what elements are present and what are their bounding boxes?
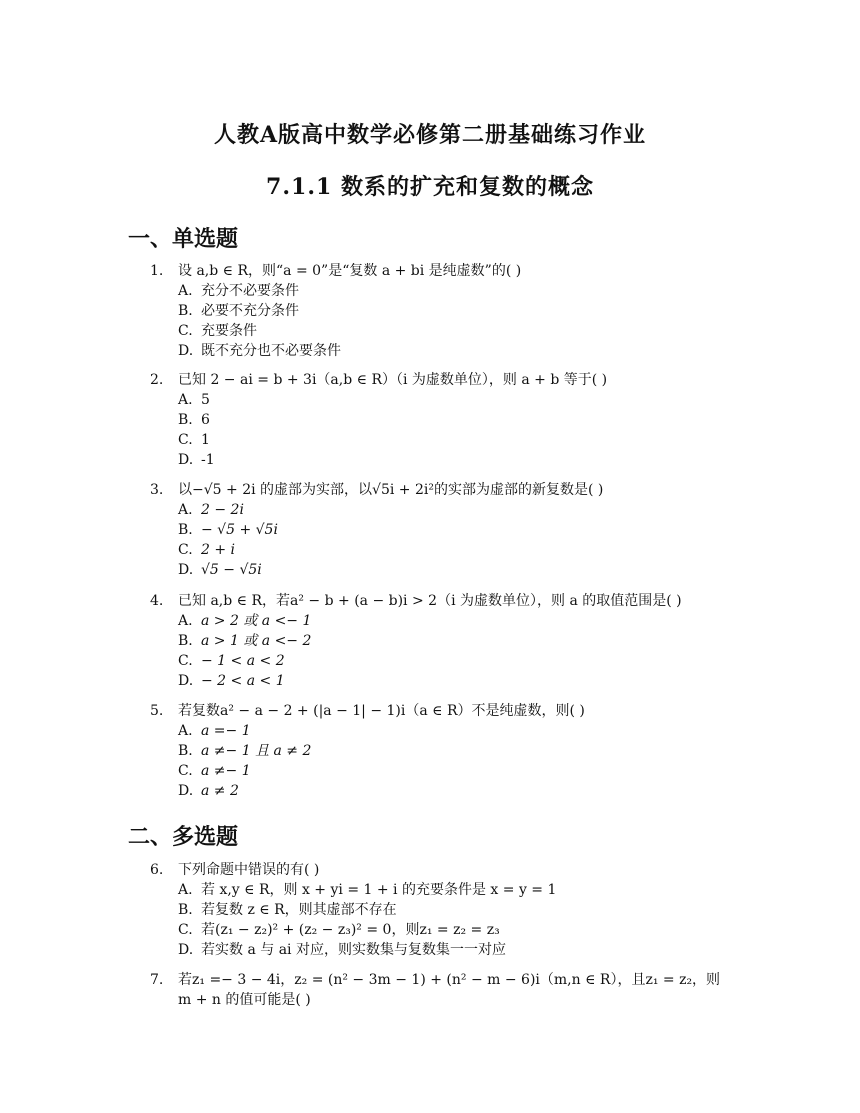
option-b [178,900,750,920]
option-b [178,410,750,430]
option-text: a > 2 或 a <− 1 [201,613,312,629]
option-a [178,281,750,301]
option-label: D. [178,673,194,689]
option-b [178,301,750,321]
document-title: 人教A版高中数学必修第二册基础练习作业 [213,122,647,148]
option-text: √5 − √5i [201,562,262,578]
option-label: D. [178,452,194,468]
question-6 [150,860,750,960]
question-4 [150,591,750,691]
option-text: -1 [201,452,215,468]
question-number: 2. [150,372,164,388]
option-label: B. [178,633,193,649]
option-a [178,611,750,631]
section-heading-single-choice: 一、单选题 [128,226,239,252]
question-number: 5. [150,703,164,719]
question-number: 4. [150,593,164,609]
option-d [178,341,750,361]
option-a [178,500,750,520]
option-label: A. [178,882,193,898]
option-text: a ≠ 2 [201,783,239,799]
option-b [178,520,750,540]
option-a [178,390,750,410]
question-number: 6. [150,862,164,878]
question-text: 已知 2 − ai = b + 3i（a,b ∈ R）（i 为虚数单位），则 a + b 等于( ) [178,372,608,388]
option-label: B. [178,303,193,319]
option-text: 充要条件 [201,323,257,339]
option-label: A. [178,392,193,408]
option-text: a ≠− 1 且 a ≠ 2 [201,743,312,759]
option-text: a ≠− 1 [201,763,251,779]
option-c [178,321,750,341]
question-text: 已知 a,b ∈ R，若a² − b + (a − b)i > 2（i 为虚数单位），则 a 的取值范围是( ) [178,593,682,609]
document-subtitle: 7.1.1 数系的扩充和复数的概念 [266,174,594,200]
option-label: C. [178,323,193,339]
option-b [178,631,750,651]
question-7 [150,970,730,1010]
question-text: 若z₁ =− 3 − 4i，z₂ = (n² − 3m − 1) + (n² − m − 6)i（m,n ∈ R），且z₁ = z₂，则 m + n 的值可能是( ) [178,972,721,1008]
option-text: a > 1 或 a <− 2 [201,633,312,649]
option-c [178,430,750,450]
option-text: 6 [201,412,210,428]
option-text: 2 − 2i [201,502,244,518]
option-label: A. [178,613,193,629]
question-number: 1. [150,263,164,279]
option-label: C. [178,653,193,669]
question-number: 3. [150,482,164,498]
option-c [178,651,750,671]
option-label: B. [178,902,193,918]
option-d [178,940,750,960]
option-text: 若复数 z ∈ R，则其虚部不存在 [201,902,397,918]
option-label: D. [178,562,194,578]
option-text: − 1 < a < 2 [201,653,285,669]
option-label: C. [178,542,193,558]
option-label: C. [178,763,193,779]
option-d [178,560,750,580]
option-b [178,741,750,761]
option-text: 5 [201,392,210,408]
question-2 [150,370,750,470]
option-text: − √5 + √5i [201,522,278,538]
question-3 [150,480,750,580]
option-d [178,450,750,470]
option-c [178,761,750,781]
option-text: 若实数 a 与 ai 对应，则实数集与复数集一一对应 [201,942,506,958]
option-text: 2 + i [201,542,236,558]
option-text: 若 x,y ∈ R，则 x + yi = 1 + i 的充要条件是 x = y = 1 [201,882,557,898]
option-text: − 2 < a < 1 [201,673,285,689]
question-text: 以−√5 + 2i 的虚部为实部，以√5i + 2i²的实部为虚部的新复数是( ) [178,482,604,498]
option-a [178,721,750,741]
option-label: B. [178,412,193,428]
option-text: 1 [201,432,210,448]
option-text: 充分不必要条件 [201,283,299,299]
question-text: 若复数a² − a − 2 + (|a − 1| − 1)i（a ∈ R）不是纯虚数，则( ) [178,703,585,719]
option-text: 若(z₁ − z₂)² + (z₂ − z₃)² = 0，则z₁ = z₂ = z₃ [201,922,500,938]
option-label: D. [178,343,194,359]
option-label: B. [178,522,193,538]
option-label: A. [178,283,193,299]
question-text: 设 a,b ∈ R，则“a = 0”是“复数 a + bi 是纯虚数”的( ) [178,263,522,279]
section-heading-multiple-choice: 二、多选题 [128,824,239,850]
option-label: C. [178,432,193,448]
option-label: D. [178,783,194,799]
option-text: a =− 1 [201,723,251,739]
option-text: 既不充分也不必要条件 [201,343,341,359]
option-label: B. [178,743,193,759]
option-label: D. [178,942,194,958]
option-d [178,671,750,691]
option-label: A. [178,502,193,518]
option-c [178,920,750,940]
option-label: A. [178,723,193,739]
option-a [178,880,750,900]
question-5 [150,701,750,801]
question-text: 下列命题中错误的有( ) [178,862,320,878]
option-d [178,781,750,801]
option-text: 必要不充分条件 [201,303,299,319]
option-c [178,540,750,560]
option-label: C. [178,922,193,938]
question-number: 7. [150,972,164,988]
question-1 [150,261,750,361]
